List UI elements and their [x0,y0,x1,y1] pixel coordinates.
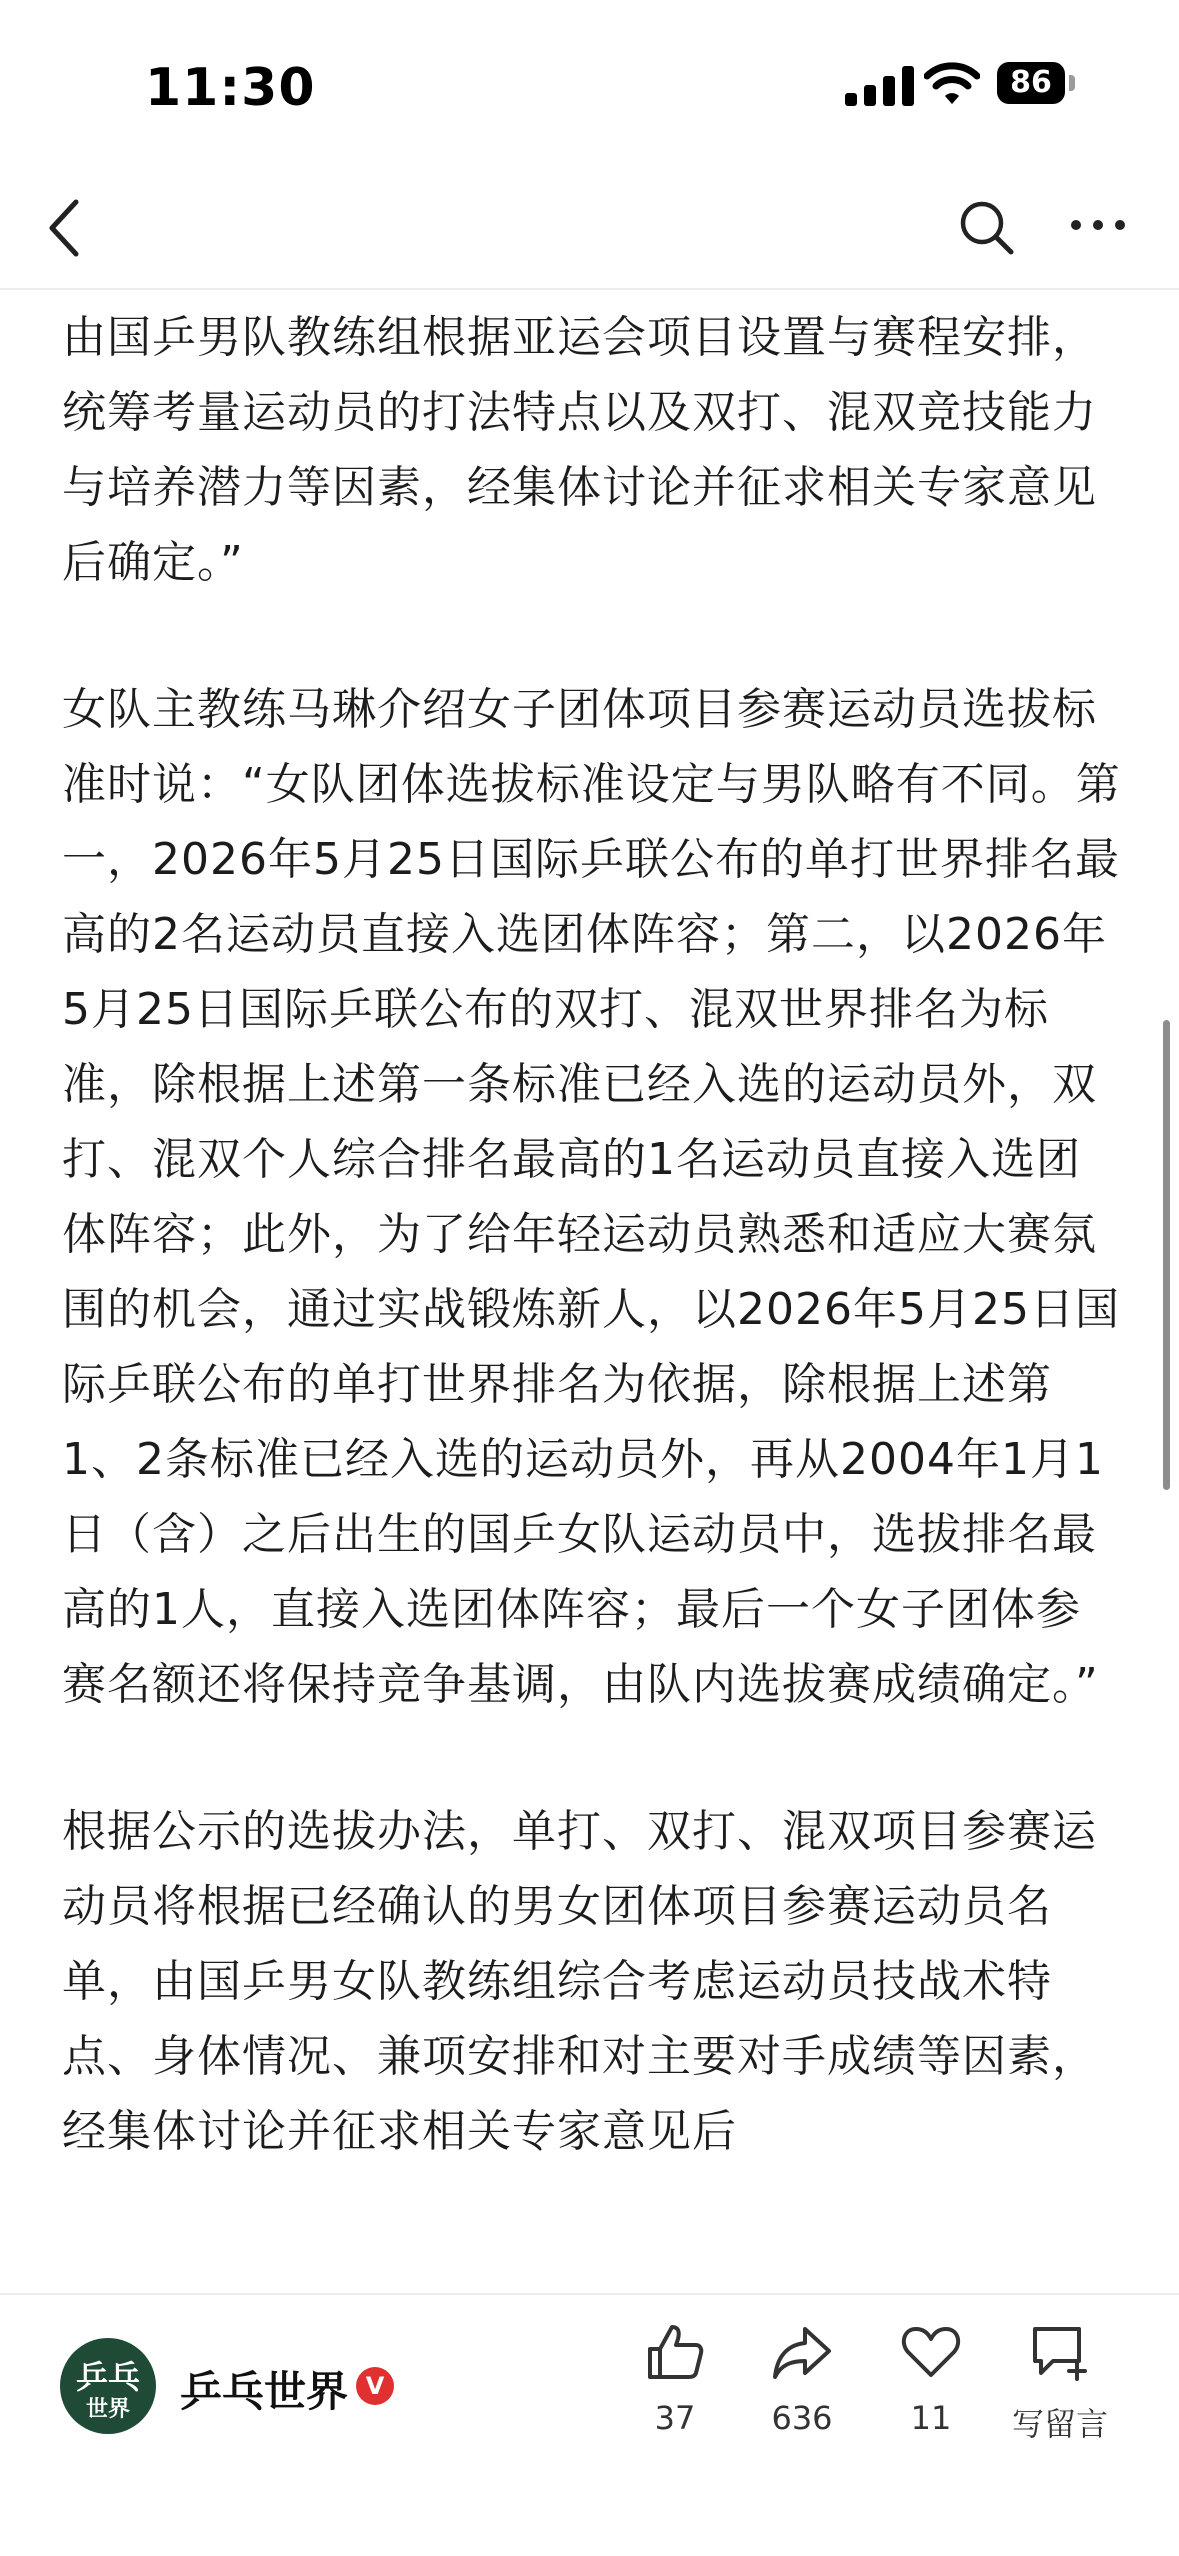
battery-level: 86 [997,62,1065,104]
bottom-bar [0,2293,1179,2556]
status-bar [0,0,1179,170]
avatar-logo-subtext: 世界 [85,2396,130,2422]
scrollbar[interactable] [1163,1020,1170,1490]
battery-icon [997,62,1077,104]
comment-label: 写留言 [1011,2405,1108,2443]
avatar-logo-text: 乒乓 [75,2358,140,2396]
nav-bar [0,170,1179,290]
back-icon[interactable] [40,196,90,260]
cellular-signal-icon [845,66,921,106]
share-count: 636 [771,2399,833,2437]
article-paragraph: 由国乒男队教练组根据亚运会项目设置与赛程安排，统筹考量运动员的打法特点以及双打、混双竞技能力与培养潜力等因素，经集体讨论并征求相关专家意见后确定。” [62,312,1097,588]
like-button[interactable] [615,2321,735,2437]
article-paragraph: 根据公示的选拔办法，单打、双打、混双项目参赛运动员将根据已经确认的男女团体项目参赛运动员名单，由国乒男女队教练组综合考虑运动员技战术特点、身体情况、兼项安排和对主要对手成绩等因素，经集体讨论并征求相关专家意见后 [62,1806,1097,2157]
verified-badge: V [356,2367,394,2405]
more-icon[interactable] [1068,210,1128,240]
favorite-button[interactable] [871,2321,991,2437]
article-body [62,300,1122,2241]
favorite-count: 11 [910,2399,952,2437]
status-time: 11:30 [145,58,316,118]
heart-icon [900,2321,962,2383]
account-name[interactable]: 乒乓世界 [180,2367,349,2416]
like-icon [644,2321,706,2383]
share-button[interactable] [742,2321,862,2437]
comment-icon [1029,2321,1091,2383]
like-count: 37 [654,2399,696,2437]
search-icon[interactable] [955,196,1019,260]
share-icon [771,2321,833,2383]
avatar[interactable] [60,2338,156,2434]
article-paragraph: 女队主教练马琳介绍女子团体项目参赛运动员选拔标准时说：“女队团体选拔标准设定与男队略有不同。第一，2026年5月25日国际乒联公布的单打世界排名最高的2名运动员直接入选团体阵容；第二，以2026年5月25日国际乒联公布的双打、混双世界排名为标准，除根据上述第一条标准已经入选的运动员外，双打、混双个人综合排名最高的1名运动员直接入选团体阵容；此外，为了给年轻运动员熟悉和适应大赛氛围的机会，通过实战锻炼新人，以2026年5月25日国际乒联公布的单打世界排名为依据，除根据上述第1、2条标准已经入选的运动员外，再从2004年1月1日（含）之后出生的国乒女队运动员中，选拔排名最高的1人，直接入选团体阵容；最后一个女子团体参赛名额还将保持竞争基调，由队内选拔赛成绩确定。” [62,684,1121,1710]
comment-button[interactable] [1000,2321,1120,2445]
wifi-icon [924,60,980,106]
